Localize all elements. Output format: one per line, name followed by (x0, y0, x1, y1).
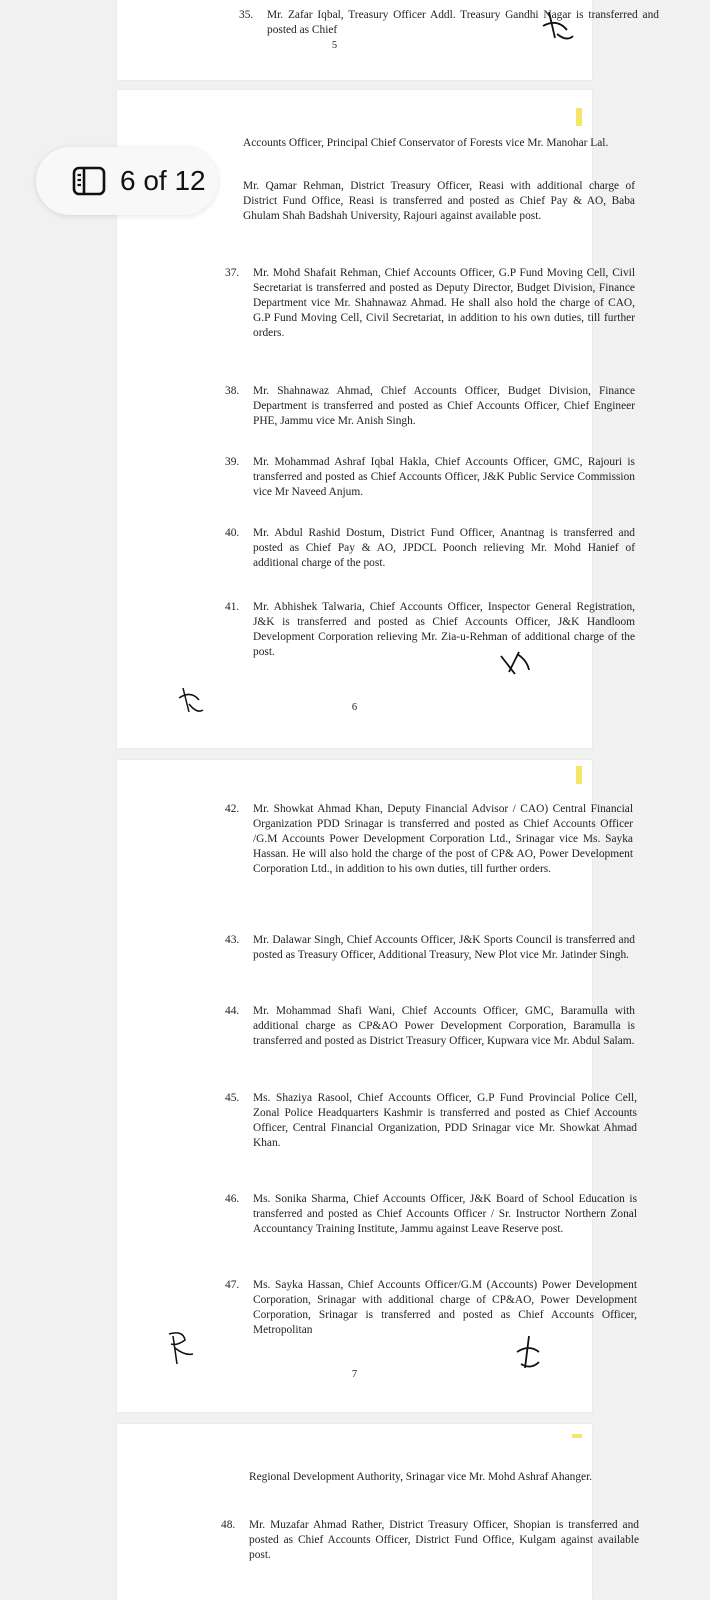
page-indicator[interactable] (36, 147, 218, 215)
item-text: Mr. Mohammad Ashraf Iqbal Hakla, Chief Accounts Officer, GMC, Rajouri is transferred and posted as Chief Accounts Officer, J&K Public Service Commission vice Mr Naveed Anjum. (253, 456, 635, 498)
item-text: Ms. Sayka Hassan, Chief Accounts Officer/G.M (Accounts) Power Development Corporation, Srinagar with additional charge of CP&AO, Power Development Corporation, Srinagar is transferred and posted as Chief Accounts Officer, Metropolitan (253, 1279, 637, 1336)
page-indicator-label: 6 of 12 (120, 165, 206, 196)
item-number: 42. (225, 803, 240, 815)
item-text: Mr. Mohd Shafait Rehman, Chief Accounts Officer, G.P Fund Moving Cell, Civil Secretariat is transferred and posted as Deputy Director, Budget Division, Finance Department vice Mr. Shahnawaz Ahmad. He shall also hold the charge of CAO, G.P Fund Moving Cell, Civil Secretariat, in addition to his own duties, till further orders. (253, 267, 635, 339)
continued-paragraph: Regional Development Authority, Srinagar vice Mr. Mohd Ashraf Ahanger. (249, 1471, 593, 1483)
item-number: 41. (225, 601, 240, 613)
item-number: 39. (225, 456, 240, 468)
order-item-36: Mr. Qamar Rehman, District Treasury Officer, Reasi with additional charge of District Fund Office, Reasi is transferred and posted as Chief Pay & AO, Baba Ghulam Shah Badshah University, Rajouri against available post. (243, 180, 635, 222)
continued-paragraph: Accounts Officer, Principal Chief Conservator of Forests vice Mr. Manohar Lal. (243, 137, 609, 149)
item-text: Ms. Sonika Sharma, Chief Accounts Officer, J&K Board of School Education is transferred and posted as Chief Accounts Officer / Sr. Instructor Northern Zonal Accountancy Training Institute, Jammu against Leave Reserve post. (253, 1193, 637, 1235)
item-text: Mr. Abhishek Talwaria, Chief Accounts Officer, Inspector General Registration, J&K is transferred and posted as Chief Accounts Officer, J&K Handloom Development Corporation relieving Mr. Zia-u-Rehman of additional charge of the post. (253, 601, 635, 658)
item-text: Mr. Showkat Ahmad Khan, Deputy Financial Advisor / CAO) Central Financial Organization PDD Srinagar is transferred and posted as Chief Accounts Officer /G.M Accounts Power Development Corporation Ltd., Srinagar vice Ms. Sayka Hassan. He will also hold the charge of the post of CP& AO, Power Development Corporation Ltd., in addition to his own duties, till further orders. (253, 803, 633, 875)
document-page-8 (117, 1424, 639, 1600)
sidebar-icon (72, 166, 106, 196)
page-number: 5 (331, 40, 338, 51)
item-text: Mr. Shahnawaz Ahmad, Chief Accounts Officer, Budget Division, Finance Department is transferred and posted as Chief Accounts Officer, Chief Engineer PHE, Jammu vice Mr. Anish Singh. (253, 385, 635, 427)
item-number: 44. (225, 1005, 240, 1017)
item-number: 47. (225, 1279, 240, 1291)
item-number: 45. (225, 1092, 240, 1104)
page-number: 6 (351, 702, 358, 713)
item-number: 48. (221, 1519, 236, 1531)
item-text: Mr. Muzafar Ahmad Rather, District Treasury Officer, Shopian is transferred and posted as Chief Accounts Officer, District Fund Office, Kulgam against available post. (249, 1519, 639, 1561)
item-text: Mr. Zafar Iqbal, Treasury Officer Addl. Treasury Gandhi Nagar is transferred and posted as Chief (267, 9, 659, 36)
item-text: Ms. Shaziya Rasool, Chief Accounts Officer, G.P Fund Provincial Police Cell, Zonal Police Headquarters Kashmir is transferred and posted as Chief Accounts Officer, Central Financial Organization, PDD Srinagar vice Mr. Showkat Ahmad Khan. (253, 1092, 637, 1149)
item-number: 46. (225, 1193, 240, 1205)
signature-mark (537, 8, 577, 46)
item-text: Mr. Mohammad Shafi Wani, Chief Accounts Officer, GMC, Baramulla with additional charge as CP&AO Power Development Corporation, Baramulla is transferred and posted as District Treasury Officer, Kupwara vice Mr. Abdul Salam. (253, 1005, 635, 1047)
initial-mark (163, 1328, 199, 1368)
item-number: 40. (225, 527, 240, 539)
item-number: 38. (225, 385, 240, 397)
item-text: Mr. Abdul Rashid Dostum, District Fund Officer, Anantnag is transferred and posted as Chief Pay & AO, JPDCL Poonch relieving Mr. Mohd Hanief of additional charge of the post. (253, 527, 635, 569)
document-page-7 (117, 760, 637, 1412)
item-number: 37. (225, 267, 240, 279)
document-page-5 (117, 0, 659, 80)
item-number: 35. (239, 9, 254, 21)
signature-mark (513, 1332, 543, 1372)
signature-mark (497, 646, 537, 680)
item-number: 43. (225, 934, 240, 946)
tape-mark (576, 108, 582, 126)
tape-mark (576, 766, 582, 784)
item-text: Mr. Dalawar Singh, Chief Accounts Officer, J&K Sports Council is transferred and posted as Treasury Officer, Additional Treasury, New Plot vice Mr. Jatinder Singh. (253, 934, 635, 961)
tape-mark (572, 1434, 582, 1438)
page-number: 7 (351, 1369, 358, 1380)
